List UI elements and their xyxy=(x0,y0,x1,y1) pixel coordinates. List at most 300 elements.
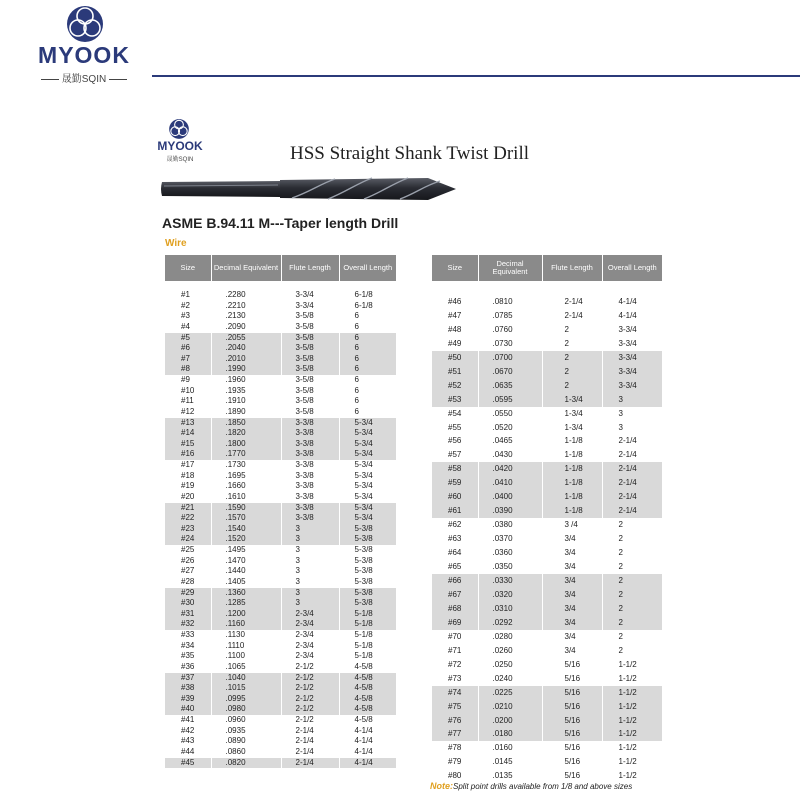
flute-length-cell: 3-3/8 xyxy=(281,460,339,471)
table-row xyxy=(165,407,396,418)
flute-length-cell: 1-3/4 xyxy=(542,407,602,421)
table-row xyxy=(165,301,396,312)
decimal-cell: .1110 xyxy=(211,641,281,652)
size-cell: #76 xyxy=(432,714,478,728)
flute-length-cell: 5/16 xyxy=(542,700,602,714)
overall-length-cell: 6 xyxy=(339,375,396,386)
flute-length-cell: 3/4 xyxy=(542,644,602,658)
table-row xyxy=(165,556,396,567)
table-row xyxy=(165,726,396,737)
flute-length-cell: 3-3/8 xyxy=(281,481,339,492)
decimal-cell: .0225 xyxy=(478,686,542,700)
table-row xyxy=(165,694,396,705)
size-cell: #5 xyxy=(165,333,211,344)
overall-length-cell: 5-3/8 xyxy=(339,545,396,556)
table-row xyxy=(165,375,396,386)
size-cell: #9 xyxy=(181,375,190,384)
size-cell: #35 xyxy=(181,651,195,661)
size-cell: #4 xyxy=(181,321,190,331)
table-row xyxy=(432,700,662,714)
decimal-cell: .2055 xyxy=(211,333,281,344)
overall-length-cell: 6 xyxy=(339,343,396,354)
table-row xyxy=(432,407,662,421)
size-cell: #55 xyxy=(448,422,462,432)
size-cell: #78 xyxy=(448,743,462,753)
table-row xyxy=(165,566,396,577)
flute-length-cell: 3-5/8 xyxy=(281,364,339,375)
size-cell: #20 xyxy=(181,491,195,501)
table-row xyxy=(165,630,396,641)
overall-length-cell: 5-3/4 xyxy=(339,449,396,460)
table-row xyxy=(165,619,396,630)
overall-length-cell: 1-1/2 xyxy=(602,741,662,755)
overall-length-cell: 5-3/8 xyxy=(339,534,396,545)
decimal-cell: .1990 xyxy=(211,364,281,375)
flute-length-cell: 3-3/8 xyxy=(281,513,339,524)
decimal-cell: .0200 xyxy=(478,714,542,728)
overall-length-cell: 2-1/4 xyxy=(602,434,662,448)
flute-length-cell: 3-3/8 xyxy=(281,439,339,450)
flute-length-cell: 1-1/8 xyxy=(542,490,602,504)
size-cell: #47 xyxy=(448,310,462,320)
flute-length-cell: 2-1/4 xyxy=(281,758,339,769)
col-header-flute: Flute Length xyxy=(542,255,602,281)
decimal-cell: .1660 xyxy=(211,481,281,492)
decimal-cell: .0860 xyxy=(211,747,281,758)
table-row xyxy=(432,351,662,365)
decimal-cell: .0730 xyxy=(478,337,542,351)
table-row xyxy=(432,560,662,574)
header-divider xyxy=(152,75,800,77)
overall-length-cell: 5-3/8 xyxy=(339,588,396,599)
size-cell: #28 xyxy=(181,576,195,586)
flute-length-cell: 2-1/2 xyxy=(281,683,339,694)
size-cell: #32 xyxy=(165,619,211,630)
overall-length-cell: 3 xyxy=(602,393,662,407)
size-cell: #73 xyxy=(448,673,462,683)
decimal-cell: .0810 xyxy=(478,295,542,309)
size-cell: #31 xyxy=(165,609,211,620)
decimal-cell: .1910 xyxy=(211,396,281,407)
brand-logo-icon xyxy=(63,4,107,44)
overall-length-cell: 2-1/4 xyxy=(602,504,662,518)
size-cell: #60 xyxy=(432,490,478,504)
overall-length-cell: 1-1/2 xyxy=(602,686,662,700)
size-cell: #61 xyxy=(432,504,478,518)
flute-length-cell: 3/4 xyxy=(542,630,602,644)
header-brand-subtitle: 晟勤SQIN xyxy=(34,70,134,85)
decimal-cell: .1405 xyxy=(211,577,281,588)
flute-length-cell: 2-1/2 xyxy=(281,694,339,705)
decimal-cell: .0420 xyxy=(478,462,542,476)
decimal-cell: .0890 xyxy=(211,736,281,747)
overall-length-cell: 5-3/4 xyxy=(339,428,396,439)
table-row xyxy=(432,518,662,532)
flute-length-cell: 3-3/8 xyxy=(281,503,339,514)
overall-length-cell: 5-3/4 xyxy=(339,513,396,524)
size-cell: #52 xyxy=(432,379,478,393)
table-row xyxy=(165,662,396,673)
overall-length-cell: 5-3/8 xyxy=(339,577,396,588)
col-header-overall: Overall Length xyxy=(339,255,396,281)
overall-length-cell: 4-5/8 xyxy=(339,662,396,673)
overall-length-cell: 5-3/8 xyxy=(339,566,396,577)
size-cell: #44 xyxy=(181,746,195,756)
decimal-cell: .0280 xyxy=(478,630,542,644)
flute-length-cell: 2 xyxy=(542,323,602,337)
table-row xyxy=(165,311,396,322)
table-row xyxy=(165,364,396,375)
size-cell: #70 xyxy=(448,631,462,641)
size-cell: #33 xyxy=(181,630,195,639)
size-cell: #59 xyxy=(432,476,478,490)
doc-brand-subtitle: 晟勤SQIN xyxy=(166,157,194,163)
footnote-text: Split point drills available from 1/8 and above sizes xyxy=(453,782,633,791)
overall-length-cell: 2 xyxy=(602,602,662,616)
size-cell: #7 xyxy=(165,354,211,365)
overall-length-cell: 4-5/8 xyxy=(339,673,396,684)
flute-length-cell: 3-5/8 xyxy=(281,343,339,354)
decimal-cell: .0292 xyxy=(478,616,542,630)
overall-length-cell: 5-3/8 xyxy=(339,524,396,535)
flute-length-cell: 5/16 xyxy=(542,714,602,728)
flute-length-cell: 5/16 xyxy=(542,755,602,769)
decimal-cell: .1800 xyxy=(211,439,281,450)
decimal-cell: .0380 xyxy=(478,518,542,532)
size-cell: #24 xyxy=(165,534,211,545)
flute-length-cell: 2-3/4 xyxy=(281,641,339,652)
size-cell: #23 xyxy=(165,524,211,535)
overall-length-cell: 5-3/4 xyxy=(339,460,396,471)
flute-length-cell: 2 xyxy=(542,337,602,351)
table-row xyxy=(432,365,662,379)
flute-length-cell: 3/4 xyxy=(542,546,602,560)
table-row xyxy=(165,641,396,652)
size-cell: #15 xyxy=(165,439,211,450)
flute-length-cell: 5/16 xyxy=(542,686,602,700)
overall-length-cell: 5-1/8 xyxy=(339,651,396,662)
decimal-cell: .0635 xyxy=(478,379,542,393)
decimal-cell: .0430 xyxy=(478,448,542,462)
table-row xyxy=(432,421,662,435)
overall-length-cell: 3-3/4 xyxy=(602,323,662,337)
size-cell: #2 xyxy=(181,300,190,310)
overall-length-cell: 2 xyxy=(602,616,662,630)
flute-length-cell: 3-5/8 xyxy=(281,375,339,386)
decimal-cell: .0310 xyxy=(478,602,542,616)
decimal-cell: .1520 xyxy=(211,534,281,545)
table-row xyxy=(165,534,396,545)
flute-length-cell: 3 xyxy=(281,534,339,545)
flute-length-cell: 3-3/8 xyxy=(281,428,339,439)
table-row xyxy=(432,295,662,309)
table-row xyxy=(432,616,662,630)
size-cell: #51 xyxy=(432,365,478,379)
table-row xyxy=(165,524,396,535)
flute-length-cell: 2-1/2 xyxy=(281,662,339,673)
flute-length-cell: 3 xyxy=(281,588,339,599)
table-row xyxy=(432,644,662,658)
size-cell: #37 xyxy=(165,673,211,684)
col-header-overall: Overall Length xyxy=(602,255,662,281)
decimal-cell: .0820 xyxy=(211,758,281,769)
table-row xyxy=(432,755,662,769)
decimal-cell: .0210 xyxy=(478,700,542,714)
overall-length-cell: 5-3/4 xyxy=(339,481,396,492)
overall-length-cell: 2 xyxy=(602,588,662,602)
table-row xyxy=(165,758,396,769)
table-row xyxy=(432,337,662,351)
table-row xyxy=(165,683,396,694)
overall-length-cell: 5-1/8 xyxy=(339,630,396,641)
overall-length-cell: 2-1/4 xyxy=(602,490,662,504)
overall-length-cell: 2-1/4 xyxy=(602,476,662,490)
table-row xyxy=(432,672,662,686)
size-cell: #42 xyxy=(181,725,195,735)
flute-length-cell: 5/16 xyxy=(542,727,602,741)
table-row xyxy=(165,428,396,439)
flute-length-cell: 2-1/4 xyxy=(281,726,339,737)
flute-length-cell: 3-5/8 xyxy=(281,354,339,365)
flute-length-cell: 1-1/8 xyxy=(542,476,602,490)
decimal-cell: .1695 xyxy=(211,471,281,482)
decimal-cell: .1610 xyxy=(211,492,281,503)
overall-length-cell: 5-1/8 xyxy=(339,619,396,630)
table-row xyxy=(432,574,662,588)
overall-length-cell: 4-1/4 xyxy=(602,309,662,323)
decimal-cell: .1130 xyxy=(211,630,281,641)
decimal-cell: .0250 xyxy=(478,658,542,672)
flute-length-cell: 3-5/8 xyxy=(281,322,339,333)
flute-length-cell: 3/4 xyxy=(542,602,602,616)
col-header-size: Size xyxy=(432,255,478,281)
decimal-cell: .0160 xyxy=(478,741,542,755)
flute-length-cell: 5/16 xyxy=(542,741,602,755)
overall-length-cell: 2 xyxy=(602,518,662,532)
flute-length-cell: 3/4 xyxy=(542,616,602,630)
overall-length-cell: 5-3/4 xyxy=(339,439,396,450)
decimal-cell: .0995 xyxy=(211,694,281,705)
size-cell: #8 xyxy=(165,364,211,375)
table-row xyxy=(165,460,396,471)
size-cell: #38 xyxy=(165,683,211,694)
flute-length-cell: 1-1/8 xyxy=(542,504,602,518)
overall-length-cell: 2-1/4 xyxy=(602,462,662,476)
overall-length-cell: 1-1/2 xyxy=(602,658,662,672)
flute-length-cell: 3-3/8 xyxy=(281,449,339,460)
size-cell: #22 xyxy=(165,513,211,524)
decimal-cell: .1770 xyxy=(211,449,281,460)
decimal-cell: .1570 xyxy=(211,513,281,524)
size-cell: #29 xyxy=(165,588,211,599)
decimal-cell: .0180 xyxy=(478,727,542,741)
table-row xyxy=(432,714,662,728)
overall-length-cell: 5-3/8 xyxy=(339,598,396,609)
size-cell: #62 xyxy=(448,520,462,530)
table-row xyxy=(165,418,396,429)
decimal-cell: .0760 xyxy=(478,323,542,337)
col-header-decimal: Decimal Equivalent xyxy=(211,255,281,281)
size-cell: #77 xyxy=(432,727,478,741)
flute-length-cell: 5/16 xyxy=(542,769,602,783)
col-header-size: Size xyxy=(165,255,211,281)
decimal-cell: .0465 xyxy=(478,434,542,448)
size-cell: #71 xyxy=(448,645,462,655)
overall-length-cell: 3-3/4 xyxy=(602,351,662,365)
table-row xyxy=(165,609,396,620)
decimal-cell: .1730 xyxy=(211,460,281,471)
size-cell: #46 xyxy=(448,296,462,306)
flute-length-cell: 5/16 xyxy=(542,672,602,686)
size-cell: #43 xyxy=(181,736,195,746)
decimal-cell: .1495 xyxy=(211,545,281,556)
size-cell: #74 xyxy=(432,686,478,700)
flute-length-cell: 3 xyxy=(281,598,339,609)
doc-brand-name: MYOOK xyxy=(157,139,203,153)
table-row xyxy=(432,727,662,741)
flute-length-cell: 1-1/8 xyxy=(542,448,602,462)
table-row xyxy=(432,741,662,755)
size-cell: #34 xyxy=(181,640,195,650)
overall-length-cell: 5-3/4 xyxy=(339,418,396,429)
overall-length-cell: 2 xyxy=(602,532,662,546)
decimal-cell: .0330 xyxy=(478,574,542,588)
table-row xyxy=(165,545,396,556)
table-row xyxy=(432,448,662,462)
table-row xyxy=(165,651,396,662)
flute-length-cell: 3 xyxy=(281,577,339,588)
table-row xyxy=(432,476,662,490)
size-cell: #40 xyxy=(165,704,211,715)
left-drill-table xyxy=(165,255,396,768)
table-row xyxy=(432,602,662,616)
table-row xyxy=(432,588,662,602)
flute-length-cell: 3 xyxy=(281,566,339,577)
table-row xyxy=(165,598,396,609)
decimal-cell: .0700 xyxy=(478,351,542,365)
decimal-cell: .1590 xyxy=(211,503,281,514)
size-cell: #11 xyxy=(181,396,194,406)
overall-length-cell: 1-1/2 xyxy=(602,755,662,769)
table-row xyxy=(165,471,396,482)
size-cell: #65 xyxy=(448,562,462,572)
decimal-cell: .0960 xyxy=(211,715,281,726)
size-cell: #63 xyxy=(448,534,462,544)
overall-length-cell: 4-5/8 xyxy=(339,715,396,726)
footnote-label: Note: xyxy=(430,781,453,791)
size-cell: #16 xyxy=(165,449,211,460)
header-brand-name: MYOOK xyxy=(38,42,130,68)
overall-length-cell: 6 xyxy=(339,407,396,418)
decimal-cell: .0390 xyxy=(478,504,542,518)
table-row xyxy=(432,323,662,337)
flute-length-cell: 1-3/4 xyxy=(542,393,602,407)
overall-length-cell: 6 xyxy=(339,364,396,375)
decimal-cell: .0980 xyxy=(211,704,281,715)
table-row xyxy=(165,439,396,450)
table-row xyxy=(165,704,396,715)
decimal-cell: .0595 xyxy=(478,393,542,407)
twist-drill-image xyxy=(160,172,460,206)
decimal-cell: .0400 xyxy=(478,490,542,504)
overall-length-cell: 3 xyxy=(602,407,662,421)
table-row xyxy=(432,434,662,448)
overall-length-cell: 6 xyxy=(339,396,396,407)
decimal-cell: .2010 xyxy=(211,354,281,365)
table-row xyxy=(165,673,396,684)
overall-length-cell: 5-3/4 xyxy=(339,503,396,514)
flute-length-cell: 3 xyxy=(281,545,339,556)
table-row xyxy=(165,449,396,460)
table-row xyxy=(165,492,396,503)
flute-length-cell: 2-3/4 xyxy=(281,609,339,620)
overall-length-cell: 6 xyxy=(339,311,396,322)
table-row xyxy=(165,577,396,588)
flute-length-cell: 2-1/4 xyxy=(281,736,339,747)
decimal-cell: .1470 xyxy=(211,556,281,567)
overall-length-cell: 3-3/4 xyxy=(602,365,662,379)
flute-length-cell: 3-3/4 xyxy=(281,301,339,312)
decimal-cell: .1820 xyxy=(211,428,281,439)
size-cell: #10 xyxy=(181,385,195,395)
overall-length-cell: 5-3/8 xyxy=(339,556,396,567)
overall-length-cell: 2-1/4 xyxy=(602,448,662,462)
overall-length-cell: 4-5/8 xyxy=(339,694,396,705)
overall-length-cell: 5-1/8 xyxy=(339,609,396,620)
size-cell: #69 xyxy=(432,616,478,630)
size-cell: #50 xyxy=(432,351,478,365)
table-row xyxy=(165,588,396,599)
decimal-cell: .0320 xyxy=(478,588,542,602)
decimal-cell: .2210 xyxy=(211,301,281,312)
col-header-flute: Flute Length xyxy=(281,255,339,281)
wire-label: Wire xyxy=(165,238,187,249)
flute-length-cell: 3-3/8 xyxy=(281,492,339,503)
flute-length-cell: 2 xyxy=(542,351,602,365)
size-cell: #75 xyxy=(432,700,478,714)
size-cell: #54 xyxy=(448,408,462,418)
standard-subtitle: ASME B.94.11 M---Taper length Drill xyxy=(162,215,399,231)
decimal-cell: .0145 xyxy=(478,755,542,769)
flute-length-cell: 3-5/8 xyxy=(281,396,339,407)
size-cell: #57 xyxy=(448,450,462,460)
table-row xyxy=(165,715,396,726)
doc-logo-icon xyxy=(167,118,191,140)
flute-length-cell: 2-3/4 xyxy=(281,630,339,641)
size-cell: #49 xyxy=(448,338,462,348)
decimal-cell: .1200 xyxy=(211,609,281,620)
size-cell: #53 xyxy=(432,393,478,407)
decimal-cell: .2090 xyxy=(211,322,281,333)
overall-length-cell: 4-5/8 xyxy=(339,704,396,715)
size-cell: #67 xyxy=(432,588,478,602)
decimal-cell: .1100 xyxy=(211,651,281,662)
decimal-cell: .0670 xyxy=(478,365,542,379)
size-cell: #48 xyxy=(448,324,462,334)
overall-length-cell: 4-1/4 xyxy=(339,726,396,737)
decimal-cell: .0370 xyxy=(478,532,542,546)
size-cell: #66 xyxy=(432,574,478,588)
decimal-cell: .2280 xyxy=(211,290,281,301)
size-cell: #79 xyxy=(448,757,462,767)
overall-length-cell: 6 xyxy=(339,354,396,365)
table-row xyxy=(165,333,396,344)
size-cell: #27 xyxy=(181,566,195,576)
size-cell: #6 xyxy=(165,343,211,354)
flute-length-cell: 3/4 xyxy=(542,588,602,602)
overall-length-cell: 2 xyxy=(602,574,662,588)
overall-length-cell: 2 xyxy=(602,630,662,644)
